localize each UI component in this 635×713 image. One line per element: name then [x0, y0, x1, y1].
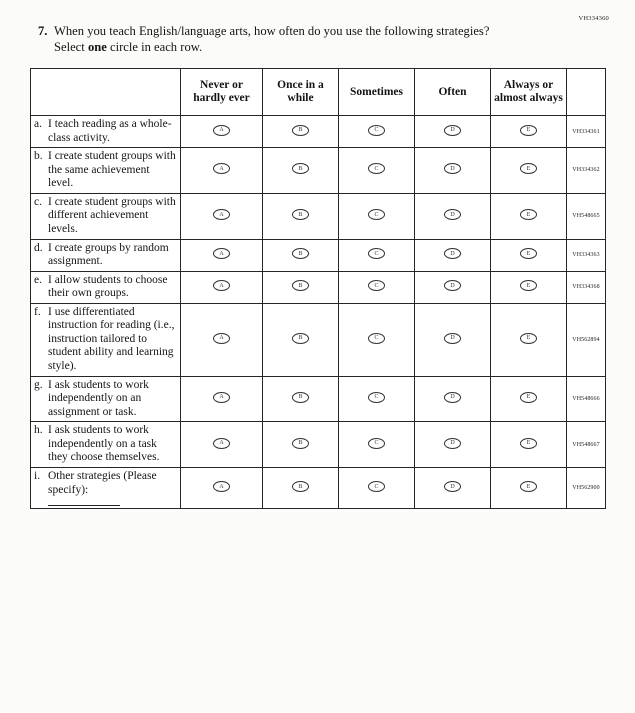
item-code: VH334362 [567, 148, 606, 194]
response-oval-icon[interactable]: D [444, 280, 461, 291]
response-oval-icon[interactable]: C [368, 481, 385, 492]
response-oval-icon[interactable]: E [520, 280, 537, 291]
response-oval-icon[interactable]: B [292, 209, 309, 220]
answer-cell[interactable] [339, 376, 415, 422]
response-oval-icon[interactable]: E [520, 248, 537, 259]
answer-cell[interactable] [263, 376, 339, 422]
item-code: VH334363 [567, 239, 606, 271]
table-row [31, 303, 606, 376]
response-oval-icon[interactable]: D [444, 125, 461, 136]
response-oval-icon[interactable]: E [520, 125, 537, 136]
response-oval-icon[interactable]: B [292, 163, 309, 174]
response-oval-icon[interactable]: B [292, 392, 309, 403]
question-number: 7. [38, 24, 48, 38]
response-oval-icon[interactable]: C [368, 280, 385, 291]
answer-cell[interactable] [415, 239, 491, 271]
answer-cell[interactable] [491, 376, 567, 422]
table-row [31, 467, 606, 508]
response-oval-icon[interactable]: C [368, 209, 385, 220]
table-row [31, 116, 606, 148]
response-matrix-table [30, 68, 606, 509]
answer-cell[interactable] [181, 193, 263, 239]
answer-cell[interactable] [415, 303, 491, 376]
row-letter: a. [34, 118, 42, 130]
response-oval-icon[interactable]: C [368, 125, 385, 136]
row-label: I create groups by random assignment. [48, 241, 169, 268]
answer-cell[interactable] [415, 467, 491, 508]
response-oval-icon[interactable]: B [292, 280, 309, 291]
item-code: VH548665 [567, 193, 606, 239]
item-code: VH562900 [567, 467, 606, 508]
response-oval-icon[interactable]: A [213, 280, 230, 291]
response-oval-icon[interactable]: B [292, 481, 309, 492]
table-row [31, 422, 606, 468]
response-oval-icon[interactable]: D [444, 333, 461, 344]
response-oval-icon[interactable]: A [213, 125, 230, 136]
answer-cell[interactable] [339, 467, 415, 508]
answer-cell[interactable] [339, 303, 415, 376]
response-oval-icon[interactable]: E [520, 163, 537, 174]
response-oval-icon[interactable]: A [213, 209, 230, 220]
item-code: VH548667 [567, 422, 606, 468]
response-oval-icon[interactable]: A [213, 392, 230, 403]
response-oval-icon[interactable]: C [368, 392, 385, 403]
row-letter: f. [34, 305, 41, 318]
answer-cell[interactable] [181, 271, 263, 303]
response-oval-icon[interactable]: D [444, 481, 461, 492]
answer-cell[interactable] [491, 193, 567, 239]
response-oval-icon[interactable]: B [292, 248, 309, 259]
answer-cell[interactable] [181, 422, 263, 468]
header-code-blank [567, 69, 606, 116]
answer-cell[interactable] [263, 239, 339, 271]
answer-cell[interactable] [491, 116, 567, 148]
header-always: Always or almost always [491, 69, 567, 116]
row-label: Other strategies (Please specify): [48, 469, 157, 496]
answer-cell[interactable] [339, 193, 415, 239]
page-accession-code: VH334360 [578, 15, 609, 22]
answer-cell[interactable] [339, 239, 415, 271]
row-letter: e. [34, 273, 42, 286]
header-once-in-a-while: Once in a while [263, 69, 339, 116]
header-sometimes: Sometimes [339, 69, 415, 116]
answer-cell[interactable] [263, 116, 339, 148]
answer-cell[interactable] [263, 193, 339, 239]
answer-cell[interactable] [263, 271, 339, 303]
answer-cell[interactable] [181, 239, 263, 271]
item-code: VH548666 [567, 376, 606, 422]
item-code: VH334368 [567, 271, 606, 303]
answer-cell[interactable] [415, 422, 491, 468]
response-oval-icon[interactable]: E [520, 209, 537, 220]
answer-cell[interactable] [181, 148, 263, 194]
answer-cell[interactable] [415, 271, 491, 303]
table-row [31, 271, 606, 303]
answer-cell[interactable] [181, 116, 263, 148]
answer-cell[interactable] [339, 422, 415, 468]
specify-blank-line[interactable] [48, 505, 120, 506]
response-oval-icon[interactable]: E [520, 333, 537, 344]
table-row [31, 193, 606, 239]
answer-cell[interactable] [491, 271, 567, 303]
response-oval-icon[interactable]: A [213, 438, 230, 449]
response-oval-icon[interactable]: B [292, 125, 309, 136]
answer-cell[interactable] [339, 148, 415, 194]
table-row [31, 148, 606, 194]
row-letter: d. [34, 241, 43, 254]
row-label: I teach reading as a whole-class activity. [48, 118, 172, 144]
question-bold-word: one [87, 40, 107, 55]
answer-cell[interactable] [181, 376, 263, 422]
response-oval-icon[interactable]: C [368, 438, 385, 449]
row-letter: i. [34, 469, 41, 482]
response-oval-icon[interactable]: D [444, 163, 461, 174]
answer-cell[interactable] [491, 303, 567, 376]
answer-cell[interactable] [263, 467, 339, 508]
answer-cell[interactable] [263, 422, 339, 468]
response-oval-icon[interactable]: A [213, 163, 230, 174]
answer-cell[interactable] [491, 148, 567, 194]
response-oval-icon[interactable]: E [520, 481, 537, 492]
response-oval-icon[interactable]: B [292, 333, 309, 344]
row-label: I create student groups with the same achievement level. [48, 150, 176, 190]
table-row [31, 376, 606, 422]
response-oval-icon[interactable]: B [292, 438, 309, 449]
response-oval-icon[interactable]: E [520, 392, 537, 403]
question-block [38, 23, 510, 56]
row-letter: h. [34, 424, 43, 437]
answer-cell[interactable] [491, 239, 567, 271]
response-oval-icon[interactable]: D [444, 392, 461, 403]
table-row [31, 239, 606, 271]
header-often: Often [415, 69, 491, 116]
question-text: When you teach English/language arts, how often do you use the following strategies? Select one circle in each row. [54, 24, 490, 55]
answer-cell[interactable] [491, 467, 567, 508]
response-oval-icon[interactable]: C [368, 163, 385, 174]
answer-cell[interactable] [181, 467, 263, 508]
answer-cell[interactable] [181, 303, 263, 376]
item-code: VH334361 [567, 116, 606, 148]
response-oval-icon[interactable]: A [213, 248, 230, 259]
row-label: I use differentiated instruction for reading (i.e., instruction tailored to student ability and learning style). [48, 305, 175, 372]
row-letter: g. [34, 378, 43, 391]
answer-cell[interactable] [415, 376, 491, 422]
row-label: I allow students to choose their own groups. [48, 273, 168, 300]
row-letter: b. [34, 150, 43, 163]
response-oval-icon[interactable]: D [444, 438, 461, 449]
response-oval-icon[interactable]: D [444, 209, 461, 220]
answer-cell[interactable] [263, 303, 339, 376]
answer-cell[interactable] [263, 148, 339, 194]
header-row [31, 69, 606, 116]
response-oval-icon[interactable]: A [213, 333, 230, 344]
answer-cell[interactable] [415, 148, 491, 194]
answer-cell[interactable] [339, 271, 415, 303]
response-oval-icon[interactable]: C [368, 333, 385, 344]
header-blank [31, 69, 181, 116]
header-never: Never or hardly ever [181, 69, 263, 116]
row-label: I create student groups with different achievement levels. [48, 195, 176, 235]
response-oval-icon[interactable]: C [368, 248, 385, 259]
answer-cell[interactable] [491, 422, 567, 468]
row-label: I ask students to work independently on an assignment or task. [48, 378, 149, 418]
response-oval-icon[interactable]: D [444, 248, 461, 259]
row-label: I ask students to work independently on a task they choose themselves. [48, 424, 160, 464]
response-oval-icon[interactable]: A [213, 481, 230, 492]
answer-cell[interactable] [415, 116, 491, 148]
item-code: VH562894 [567, 303, 606, 376]
response-oval-icon[interactable]: E [520, 438, 537, 449]
answer-cell[interactable] [415, 193, 491, 239]
row-letter: c. [34, 195, 42, 208]
answer-cell[interactable] [339, 116, 415, 148]
